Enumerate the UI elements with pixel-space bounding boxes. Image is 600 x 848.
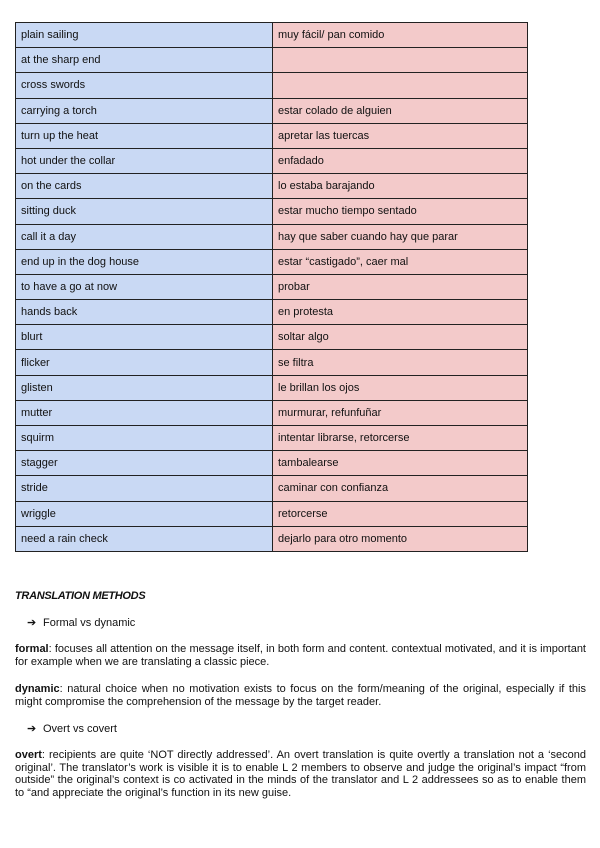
spanish-translation-cell: hay que saber cuando hay que parar bbox=[273, 224, 528, 249]
table-row bbox=[16, 224, 528, 249]
table-row bbox=[16, 451, 528, 476]
english-idiom-cell: on the cards bbox=[16, 174, 273, 199]
spanish-translation-cell: retorcerse bbox=[273, 501, 528, 526]
spanish-translation-cell: soltar algo bbox=[273, 325, 528, 350]
table-row bbox=[16, 526, 528, 551]
table-row bbox=[16, 426, 528, 451]
spanish-translation-cell: murmurar, refunfuñar bbox=[273, 400, 528, 425]
table-row bbox=[16, 249, 528, 274]
idiom-vocabulary-table bbox=[15, 22, 528, 552]
english-idiom-cell: blurt bbox=[16, 325, 273, 350]
english-idiom-cell: turn up the heat bbox=[16, 123, 273, 148]
spanish-translation-cell: en protesta bbox=[273, 300, 528, 325]
table-row bbox=[16, 174, 528, 199]
definition-overt: : recipients are quite ‘NOT directly addressed’. An overt translation is quite overtly a translation not a ‘second original’. The translator’s work is visible it is to enable L 2 members to observe and judge the original’s impact “from outside” the original’s context is co activated in the minds of the translator and L 2 addressees so as to enable them to “and appreciate the original’s function in its new guise. bbox=[15, 749, 586, 799]
english-idiom-cell: to have a go at now bbox=[16, 274, 273, 299]
english-idiom-cell: stride bbox=[16, 476, 273, 501]
table-row bbox=[16, 123, 528, 148]
spanish-translation-cell bbox=[273, 73, 528, 98]
english-idiom-cell: plain sailing bbox=[16, 23, 273, 48]
term-formal: formal bbox=[15, 643, 49, 655]
english-idiom-cell: at the sharp end bbox=[16, 48, 273, 73]
english-idiom-cell: mutter bbox=[16, 400, 273, 425]
table-row bbox=[16, 300, 528, 325]
arrow-icon: ➔ bbox=[27, 617, 37, 629]
spanish-translation-cell: enfadado bbox=[273, 148, 528, 173]
table-row bbox=[16, 274, 528, 299]
english-idiom-cell: end up in the dog house bbox=[16, 249, 273, 274]
spanish-translation-cell: dejarlo para otro momento bbox=[273, 526, 528, 551]
section-title: TRANSLATION METHODS bbox=[15, 590, 146, 602]
table-row bbox=[16, 400, 528, 425]
table-row bbox=[16, 375, 528, 400]
definition-dynamic: : natural choice when no motivation exists to focus on the form/meaning of the original, especially if this might compromise the comprehension of the message by the target reader. bbox=[15, 683, 586, 708]
table-row bbox=[16, 98, 528, 123]
term-dynamic: dynamic bbox=[15, 683, 60, 695]
english-idiom-cell: glisten bbox=[16, 375, 273, 400]
spanish-translation-cell: lo estaba barajando bbox=[273, 174, 528, 199]
table-row bbox=[16, 501, 528, 526]
english-idiom-cell: wriggle bbox=[16, 501, 273, 526]
english-idiom-cell: hot under the collar bbox=[16, 148, 273, 173]
english-idiom-cell: cross swords bbox=[16, 73, 273, 98]
bullet-label: Overt vs covert bbox=[43, 723, 117, 735]
english-idiom-cell: carrying a torch bbox=[16, 98, 273, 123]
spanish-translation-cell: caminar con confianza bbox=[273, 476, 528, 501]
bullet-formal-vs-dynamic bbox=[27, 616, 135, 629]
bullet-label: Formal vs dynamic bbox=[43, 617, 136, 629]
spanish-translation-cell bbox=[273, 48, 528, 73]
english-idiom-cell: hands back bbox=[16, 300, 273, 325]
spanish-translation-cell: probar bbox=[273, 274, 528, 299]
definition-formal: : focuses all attention on the message itself, in both form and content. contextual motivated, and it is important for example when we are translating a classic piece. bbox=[15, 643, 586, 668]
spanish-translation-cell: tambalearse bbox=[273, 451, 528, 476]
english-idiom-cell: call it a day bbox=[16, 224, 273, 249]
term-overt: overt bbox=[15, 749, 42, 761]
spanish-translation-cell: intentar librarse, retorcerse bbox=[273, 426, 528, 451]
english-idiom-cell: sitting duck bbox=[16, 199, 273, 224]
english-idiom-cell: need a rain check bbox=[16, 526, 273, 551]
paragraph-formal bbox=[15, 643, 586, 668]
arrow-icon: ➔ bbox=[27, 723, 37, 735]
table-row bbox=[16, 48, 528, 73]
english-idiom-cell: flicker bbox=[16, 350, 273, 375]
english-idiom-cell: stagger bbox=[16, 451, 273, 476]
table-row bbox=[16, 73, 528, 98]
spanish-translation-cell: se filtra bbox=[273, 350, 528, 375]
table-row bbox=[16, 350, 528, 375]
table-row bbox=[16, 476, 528, 501]
table-row bbox=[16, 325, 528, 350]
spanish-translation-cell: estar “castigado”, caer mal bbox=[273, 249, 528, 274]
spanish-translation-cell: le brillan los ojos bbox=[273, 375, 528, 400]
spanish-translation-cell: muy fácil/ pan comido bbox=[273, 23, 528, 48]
bullet-overt-vs-covert bbox=[27, 722, 117, 735]
table-row bbox=[16, 23, 528, 48]
spanish-translation-cell: estar colado de alguien bbox=[273, 98, 528, 123]
paragraph-dynamic bbox=[15, 683, 586, 708]
table-row bbox=[16, 199, 528, 224]
table-row bbox=[16, 148, 528, 173]
spanish-translation-cell: estar mucho tiempo sentado bbox=[273, 199, 528, 224]
english-idiom-cell: squirm bbox=[16, 426, 273, 451]
spanish-translation-cell: apretar las tuercas bbox=[273, 123, 528, 148]
paragraph-overt bbox=[15, 749, 586, 799]
